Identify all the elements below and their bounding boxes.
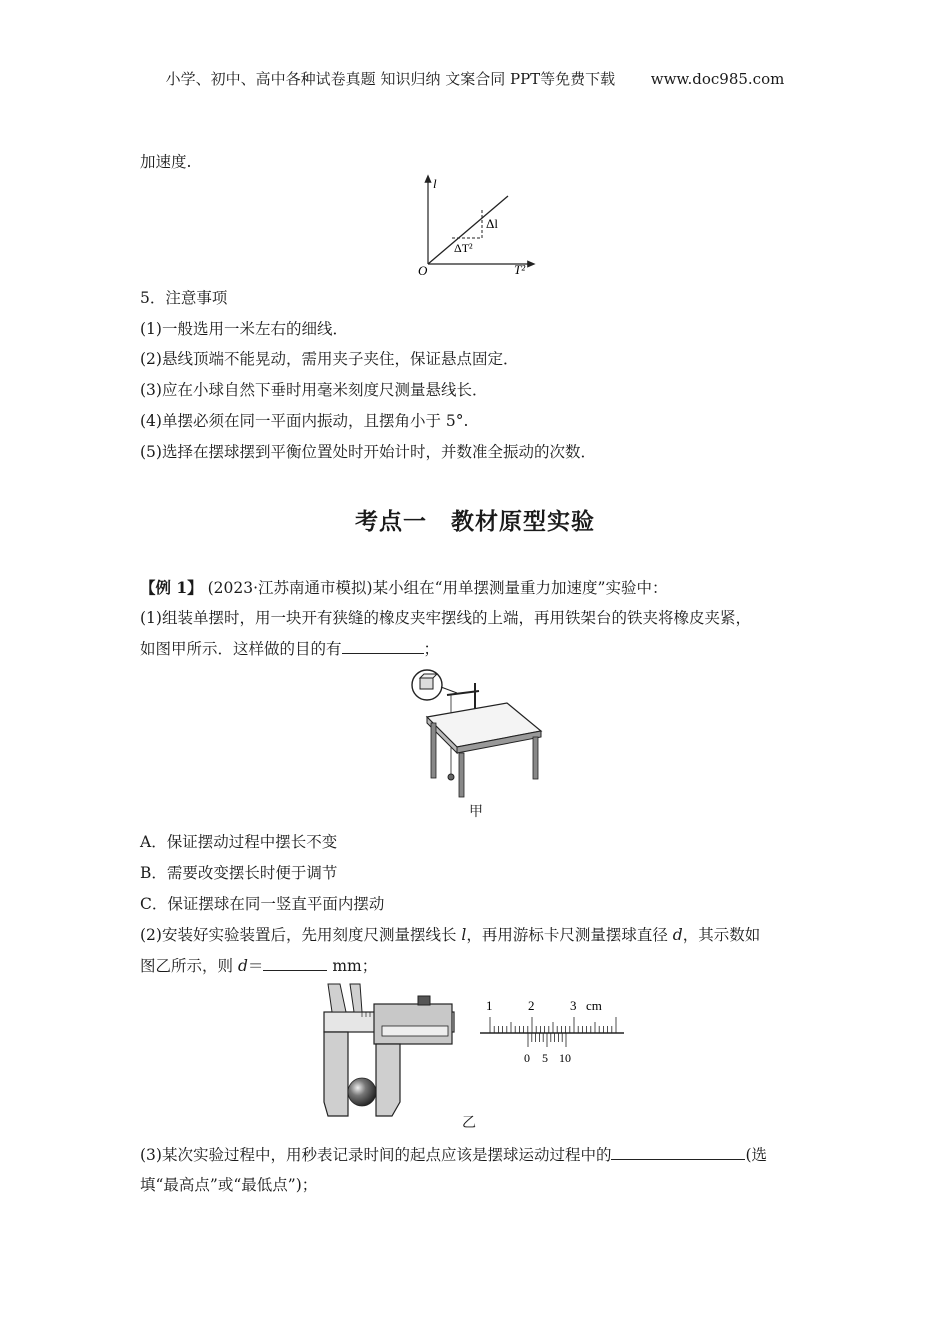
q2-text-b: ，再用游标卡尺测量摆球直径 — [466, 926, 673, 944]
q1-text: 如图甲所示．这样做的目的有 — [140, 640, 342, 658]
fig2-caption: 乙 — [462, 1115, 476, 1131]
q3-line2: 填“最高点”或“最低点”)； — [140, 1176, 318, 1194]
q2-var-l: l — [461, 926, 467, 944]
intro-tail: 加速度. — [140, 153, 192, 171]
figure-jia — [405, 665, 545, 800]
option-c: C．保证摆球在同一竖直平面内摆动 — [140, 895, 385, 913]
caliper-slider — [374, 1004, 452, 1044]
note-item: (4)单摆必须在同一平面内振动，且摆角小于 5°. — [140, 412, 469, 430]
axis-y-label: l — [433, 176, 437, 191]
pendulum-bob — [448, 774, 454, 780]
scale-vernier-label: 10 — [559, 1051, 571, 1065]
q2-text-a: (2)安装好实验装置后，先用刻度尺测量摆线长 — [140, 926, 462, 944]
scale-vernier-label: 0 — [524, 1051, 530, 1065]
q2-answer-blank[interactable] — [263, 956, 327, 971]
notes-heading: 5．注意事项 — [140, 289, 228, 307]
origin-label: O — [418, 263, 428, 278]
option-b: B．需要改变摆长时便于调节 — [140, 864, 338, 882]
q2-var-d: d — [672, 926, 683, 944]
note-item: (5)选择在摆球摆到平衡位置处时开始计时，并数准全振动的次数． — [140, 443, 596, 461]
q2-text-c: ，其示数如 — [682, 926, 761, 944]
note-item: (1)一般选用一米左右的细线． — [140, 320, 348, 338]
section-title: 考点一 教材原型实验 — [355, 508, 595, 535]
delta-t-label: ΔT² — [454, 241, 473, 255]
example-stem-text: 某小组在“用单摆测量重力加速度”实验中： — [372, 579, 668, 597]
q2-text-line2: 图乙所示，则 — [140, 957, 238, 975]
header-site-link[interactable]: www.doc985.com — [650, 70, 785, 88]
q2-var-d2: d — [237, 957, 248, 975]
pendulum-ball — [348, 1078, 376, 1106]
q1-line2 — [140, 637, 439, 659]
scale-unit: cm — [586, 998, 602, 1013]
q2-line1 — [140, 923, 760, 945]
example-label: 【例 1】 — [140, 578, 203, 597]
q3-answer-blank[interactable] — [611, 1145, 745, 1160]
q3-text: (3)某次实验过程中，用秒表记录时间的起点应该是摆球运动过程中的 — [140, 1146, 612, 1164]
delta-l-label: Δl — [486, 216, 498, 231]
note-item: (3)应在小球自然下垂时用毫米刻度尺测量悬线长． — [140, 381, 488, 399]
q3-line1 — [140, 1143, 767, 1165]
q1-line1: (1)组装单摆时，用一块开有狭缝的橡皮夹牢摆线的上端，再用铁架台的铁夹将橡皮夹紧， — [140, 609, 751, 627]
example-stem — [140, 576, 667, 598]
axis-x-label: T² — [514, 262, 526, 277]
page-header — [0, 68, 950, 89]
scale-main-label: 3 — [570, 998, 577, 1013]
q3-end: (选 — [745, 1146, 768, 1164]
scale-main-label: 1 — [486, 998, 493, 1013]
l-t2-graph — [410, 172, 540, 280]
figure-yi-caliper — [322, 982, 457, 1120]
scale-main-label: 2 — [528, 998, 535, 1013]
q1-answer-blank[interactable] — [342, 639, 424, 654]
q1-end: ； — [423, 640, 440, 658]
fig1-caption: 甲 — [469, 804, 483, 820]
scale-vernier-label: 5 — [542, 1051, 548, 1065]
q2-unit: mm； — [327, 957, 378, 975]
q2-line2 — [140, 954, 377, 976]
header-text: 小学、初中、高中各种试卷真题 知识归纳 文案合同 PPT等免费下载 — [165, 70, 616, 88]
q2-equals: ＝ — [247, 957, 264, 975]
note-item: (2)悬线顶端不能晃动，需用夹子夹住，保证悬点固定． — [140, 350, 519, 368]
option-a: A．保证摆动过程中摆长不变 — [140, 833, 338, 851]
example-source: (2023·江苏南通市模拟) — [207, 579, 373, 597]
vernier-scale — [478, 995, 628, 1067]
